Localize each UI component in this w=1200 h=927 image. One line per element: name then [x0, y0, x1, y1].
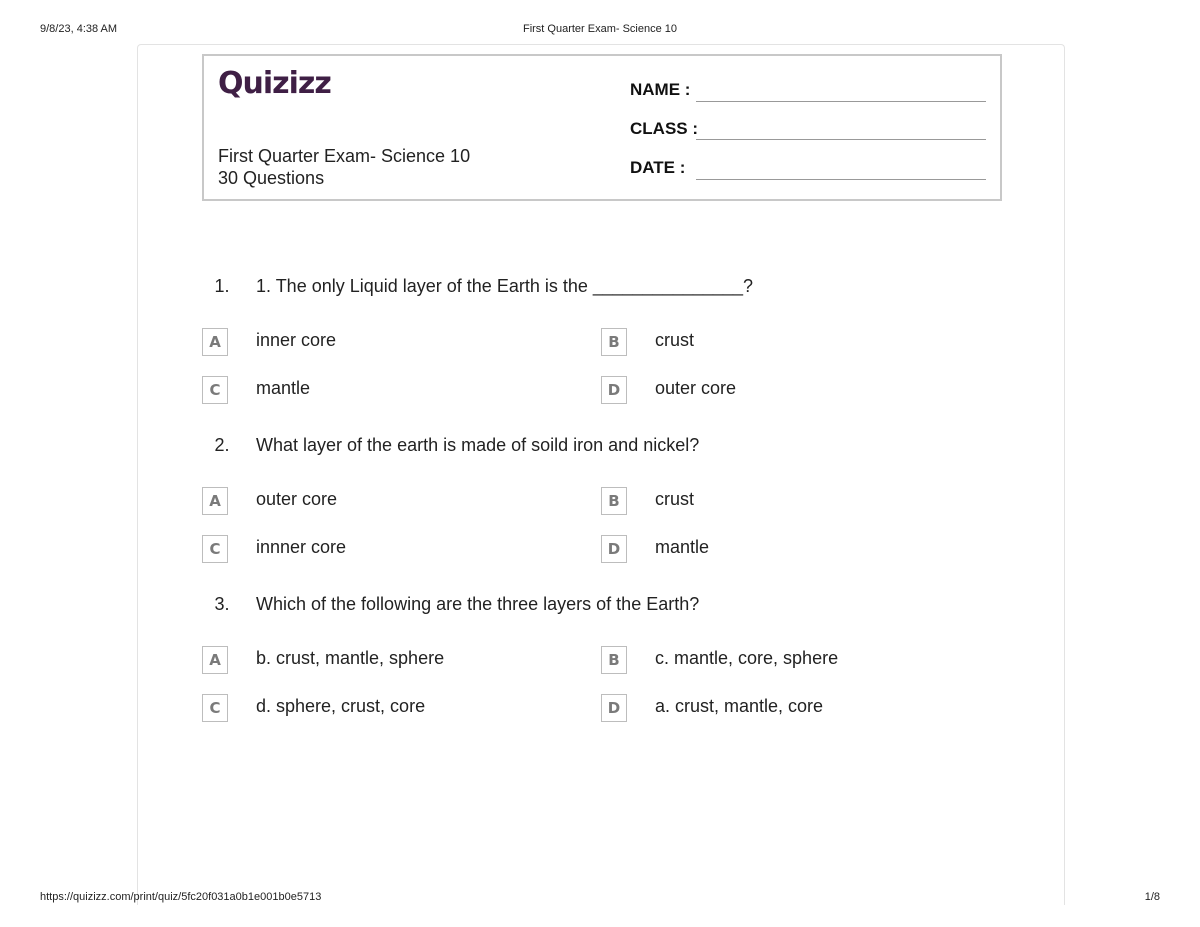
- name-label: NAME :: [630, 80, 691, 99]
- question-1: [0, 276, 1200, 306]
- class-label: CLASS :: [630, 119, 698, 138]
- option-text: outer core: [655, 378, 737, 398]
- option-letter-box: C: [202, 694, 228, 722]
- option-text: innner core: [256, 537, 347, 557]
- exam-title: First Quarter Exam- Science 10: [218, 146, 471, 166]
- option-text: crust: [655, 489, 695, 509]
- option-letter-box: B: [601, 646, 627, 674]
- question-count: 30 Questions: [218, 168, 325, 188]
- option-letter-box: D: [601, 694, 627, 722]
- print-timestamp: 9/8/23, 4:38 AM: [40, 23, 118, 35]
- option-letter-box: C: [202, 535, 228, 563]
- date-field[interactable]: [696, 179, 986, 180]
- quizizz-logo: Quizizz: [218, 66, 331, 101]
- option-text: b. crust, mantle, sphere: [256, 648, 445, 668]
- name-field[interactable]: [696, 101, 986, 102]
- print-page-number: 1/8: [1144, 891, 1160, 903]
- exam-header-box: [202, 54, 1002, 201]
- option-text: outer core: [256, 489, 338, 509]
- option-text: mantle: [655, 537, 710, 557]
- option-letter-box: D: [601, 376, 627, 404]
- question-number: 3.: [214, 594, 230, 614]
- option-text: inner core: [256, 330, 337, 350]
- option-letter-box: D: [601, 535, 627, 563]
- option-letter-box: A: [202, 328, 228, 356]
- question-number: 2.: [214, 435, 230, 455]
- print-url[interactable]: https://quizizz.com/print/quiz/5fc20f031a0b1e001b0e5713: [40, 891, 322, 903]
- question-text: What layer of the earth is made of soild iron and nickel?: [256, 435, 700, 455]
- question-number: 1.: [214, 276, 230, 296]
- option-letter-box: B: [601, 487, 627, 515]
- class-field[interactable]: [696, 139, 986, 140]
- option-letter-box: A: [202, 487, 228, 515]
- question-2: [0, 435, 1200, 465]
- question-3: [0, 594, 1200, 624]
- option-text: a. crust, mantle, core: [655, 696, 824, 716]
- question-text: Which of the following are the three layers of the Earth?: [256, 594, 700, 614]
- question-text: 1. The only Liquid layer of the Earth is the _______________?: [256, 276, 754, 296]
- date-label: DATE :: [630, 158, 686, 177]
- option-text: crust: [655, 330, 695, 350]
- option-text: c. mantle, core, sphere: [655, 648, 839, 668]
- option-letter-box: C: [202, 376, 228, 404]
- option-text: mantle: [256, 378, 311, 398]
- option-letter-box: B: [601, 328, 627, 356]
- option-text: d. sphere, crust, core: [256, 696, 426, 716]
- print-page-title: First Quarter Exam- Science 10: [522, 23, 678, 35]
- option-letter-box: A: [202, 646, 228, 674]
